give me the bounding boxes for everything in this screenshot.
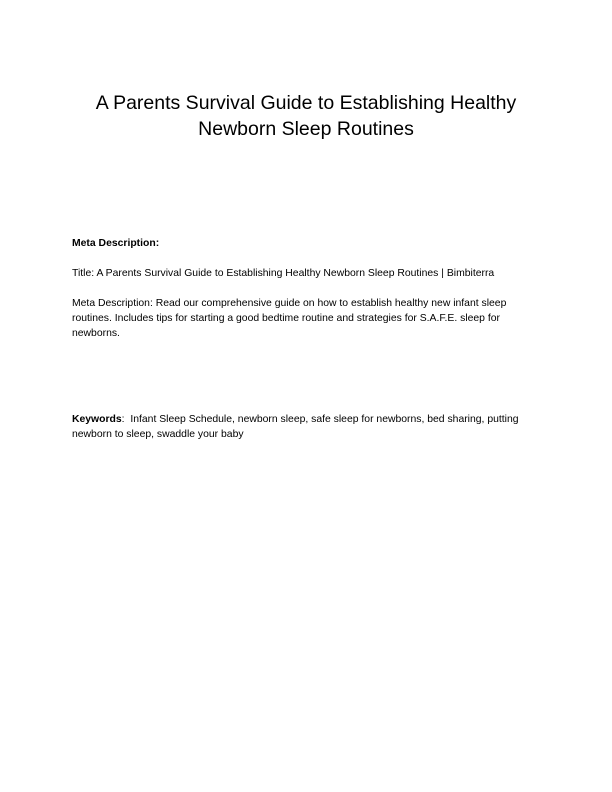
- meta-description-paragraph: Meta Description: Read our comprehensive guide on how to establish healthy new infant sleep routines. Includes tips for starting a good bedtime routine and strategies for S.A.F.E. sleep for newborns.: [72, 298, 507, 339]
- keywords-label: Keywords: [72, 414, 122, 425]
- keywords-paragraph: [72, 412, 542, 442]
- document-title: A Parents Survival Guide to Establishing Healthy Newborn Sleep Routines: [95, 92, 517, 140]
- keywords-list: Infant Sleep Schedule, newborn sleep, safe sleep for newborns, bed sharing, putting newborn to sleep, swaddle your baby: [72, 414, 519, 440]
- meta-description-heading: Meta Description:: [72, 238, 160, 249]
- keywords-separator: :: [121, 414, 131, 425]
- meta-title-line: Title: A Parents Survival Guide to Establishing Healthy Newborn Sleep Routines | Bimbiterra: [72, 268, 495, 279]
